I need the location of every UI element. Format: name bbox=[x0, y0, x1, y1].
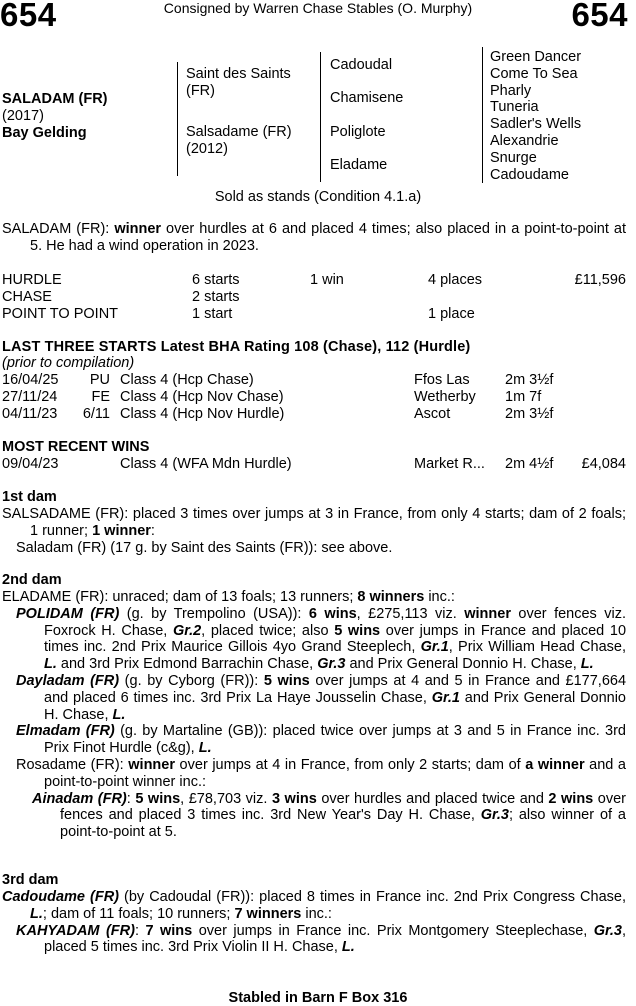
stats-row-chase: CHASE 2 starts bbox=[2, 289, 240, 305]
start-row: 27/11/24 FE Class 4 (Hcp Nov Chase) Wetherby 1m 7f bbox=[2, 389, 542, 405]
pedigree-line-3 bbox=[482, 47, 483, 183]
first-dam-title: 1st dam bbox=[2, 489, 57, 505]
pedigree-line-2 bbox=[320, 52, 321, 182]
gen4-5: Alexandrie bbox=[490, 132, 559, 149]
gen4-6: Snurge bbox=[490, 149, 537, 166]
gen3-0: Cadoudal bbox=[330, 57, 393, 73]
pedigree-dam bbox=[186, 124, 292, 158]
gen3-2: Poliglote bbox=[330, 124, 386, 140]
stats-row-ptp: POINT TO POINT 1 start 1 place bbox=[2, 306, 475, 322]
pedigree-line-1 bbox=[177, 62, 178, 176]
gen4-2: Pharly bbox=[490, 82, 532, 99]
third-dam-text: Cadoudame (FR) (by Cadoudal (FR)): placed 8 times in France inc. 2nd Prix Congress Chase, L.; dam of 11 foals; 10 runners; 7 winners inc.: KAHYADAM (FR): 7 wins over jumps in France inc. Prix Montgomery Steeplechase, Gr.3, placed 5 times inc. 3rd Prix Violin II H. Chase, L. bbox=[2, 889, 626, 956]
gen3-3: Eladame bbox=[330, 157, 388, 173]
sire-origin: (FR) bbox=[186, 82, 215, 99]
sold-as: Sold as stands (Condition 4.1.a) bbox=[214, 189, 422, 205]
progeny-polidam: POLIDAM (FR) (g. by Trempolino (USA)): 6 wins, £275,113 viz. winner over fences viz. Foxrock H. Chase, Gr.2, placed twice; also 5 wins over jumps in France and placed 10 times inc. 2nd Prix Maurice Gillois 4yo Grand Steeplech, Gr.1, Prix William Head Chase, L. and 3rd Prix Edmond Barrachin Chase, Gr.3 and Prix General Donnio H. Chase, L. bbox=[16, 605, 627, 673]
dam-year: (2012) bbox=[186, 140, 228, 157]
start-row: 16/04/25 PU Class 4 (Hcp Chase) Ffos Las 2m 3½f bbox=[2, 372, 554, 388]
start-row: 04/11/23 6/11 Class 4 (Hcp Nov Hurdle) Ascot 2m 3½f bbox=[2, 406, 554, 422]
dam-name: Salsadame (FR) bbox=[186, 124, 292, 140]
gen4-3: Tuneria bbox=[490, 99, 539, 116]
progeny-kahyadam: KAHYADAM (FR): 7 wins over jumps in France inc. Prix Montgomery Steeplechase, Gr.3, placed 5 times inc. 3rd Prix Violin II H. Chase, L. bbox=[16, 922, 626, 956]
progeny-rosadame: Rosadame (FR): winner over jumps at 4 in France, from only 2 starts; dam of a winner and a point-to-point winner inc.: bbox=[16, 756, 626, 790]
consignor: Consigned by Warren Chase Stables (O. Murphy) bbox=[163, 0, 473, 16]
recent-wins-title: MOST RECENT WINS bbox=[2, 439, 150, 455]
horse-year: (2017) bbox=[2, 108, 44, 124]
horse-name: SALADAM (FR) bbox=[2, 91, 108, 107]
gen4-4: Sadler's Wells bbox=[490, 116, 582, 133]
stabling-footer: Stabled in Barn F Box 316 bbox=[228, 990, 408, 1006]
gen4-1: Come To Sea bbox=[490, 65, 578, 82]
second-dam-text: ELADAME (FR): unraced; dam of 13 foals; 13 runners; 8 winners inc.: POLIDAM (FR) (g. by Trempolino (USA)): 6 wins, £275,113 viz. winner over fences viz. Foxrock H. Chase, Gr.2, placed twice; also 5 wins over jumps in France and placed 10 times inc. 2nd Prix Maurice Gillois 4yo Grand Steeplech, Gr.1, Prix William Head Chase, L. and 3rd Prix Edmond Barrachin Chase, Gr.3 and Prix General Donnio H. Chase, L. Dayladam (FR) (g. by Cyborg (FR)): 5 wins over jumps at 4 and 5 in France and £177,664 and placed 6 times inc. 3rd Prix La Haye Jousselin Chase, Gr.1 and Prix General Donnio H. Chase, L. Elmadam (FR) (g. by Martaline (GB)): placed twice over jumps at 3 and 5 in France inc. 3rd Prix Finot Hurdle (c&g), L. Rosadame (FR): winner over jumps at 4 in France, from only 2 starts; dam of a winner and a point-to-point winner inc.: Ainadam (FR): 5 wins, £78,703 viz. 3 wins over hurdles and placed twice and 2 wins over fences and placed 3 times inc. 3rd New Year's Day H. Chase, Gr.3; also winner of a point-to-point at 5. bbox=[2, 589, 627, 841]
progeny-dayladam: Dayladam (FR) (g. by Cyborg (FR)): 5 wins over jumps at 4 and 5 in France and £177,664 and placed 6 times inc. 3rd Prix La Haye Jousselin Chase, Gr.1 and Prix General Donnio H. Chase, L. bbox=[16, 672, 627, 723]
gen4-list bbox=[490, 49, 581, 183]
stats-row-hurdle: HURDLE 6 starts 1 win 4 places £11,596 bbox=[2, 272, 626, 288]
pedigree-sire bbox=[186, 66, 291, 100]
gen4-0: Green Dancer bbox=[490, 49, 582, 65]
progeny-elmadam: Elmadam (FR) (g. by Martaline (GB)): placed twice over jumps at 3 and 5 in France inc. 3rd Prix Finot Hurdle (c&g), L. bbox=[16, 723, 626, 757]
win-row: 09/04/23 Class 4 (WFA Mdn Hurdle) Market R... 2m 4½f £4,084 bbox=[2, 456, 626, 472]
second-dam-title: 2nd dam bbox=[2, 572, 62, 588]
third-dam-title: 3rd dam bbox=[2, 872, 59, 888]
gen3-1: Chamisene bbox=[330, 90, 404, 106]
progeny-ainadam: Ainadam (FR): 5 wins, £78,703 viz. 3 wins over hurdles and placed twice and 2 wins over fences and placed 3 times inc. 3rd New Year's Day H. Chase, Gr.3; also winner of a point-to-point at 5. bbox=[32, 790, 626, 841]
first-dam-text: SALSADAME (FR): placed 3 times over jumps at 3 in France, from only 4 starts; dam of 2 foals; 1 runner; 1 winner: Saladam (FR) (17 g. by Saint des Saints (FR)): see above. bbox=[2, 506, 626, 556]
lot-number-left: 654 bbox=[0, 0, 57, 33]
lot-number-right: 654 bbox=[571, 0, 628, 33]
gen4-7: Cadoudame bbox=[490, 166, 569, 183]
last-three-note: (prior to compilation) bbox=[2, 355, 135, 371]
last-three-title: LAST THREE STARTS Latest BHA Rating 108 (Chase), 112 (Hurdle) bbox=[2, 339, 471, 355]
summary: SALADAM (FR): winner over hurdles at 6 and placed 4 times; also placed in a point-to-point at 5. He had a wind operation in 2023. bbox=[2, 221, 626, 254]
sire-name: Saint des Saints bbox=[186, 66, 291, 82]
horse-description: Bay Gelding bbox=[2, 125, 87, 141]
